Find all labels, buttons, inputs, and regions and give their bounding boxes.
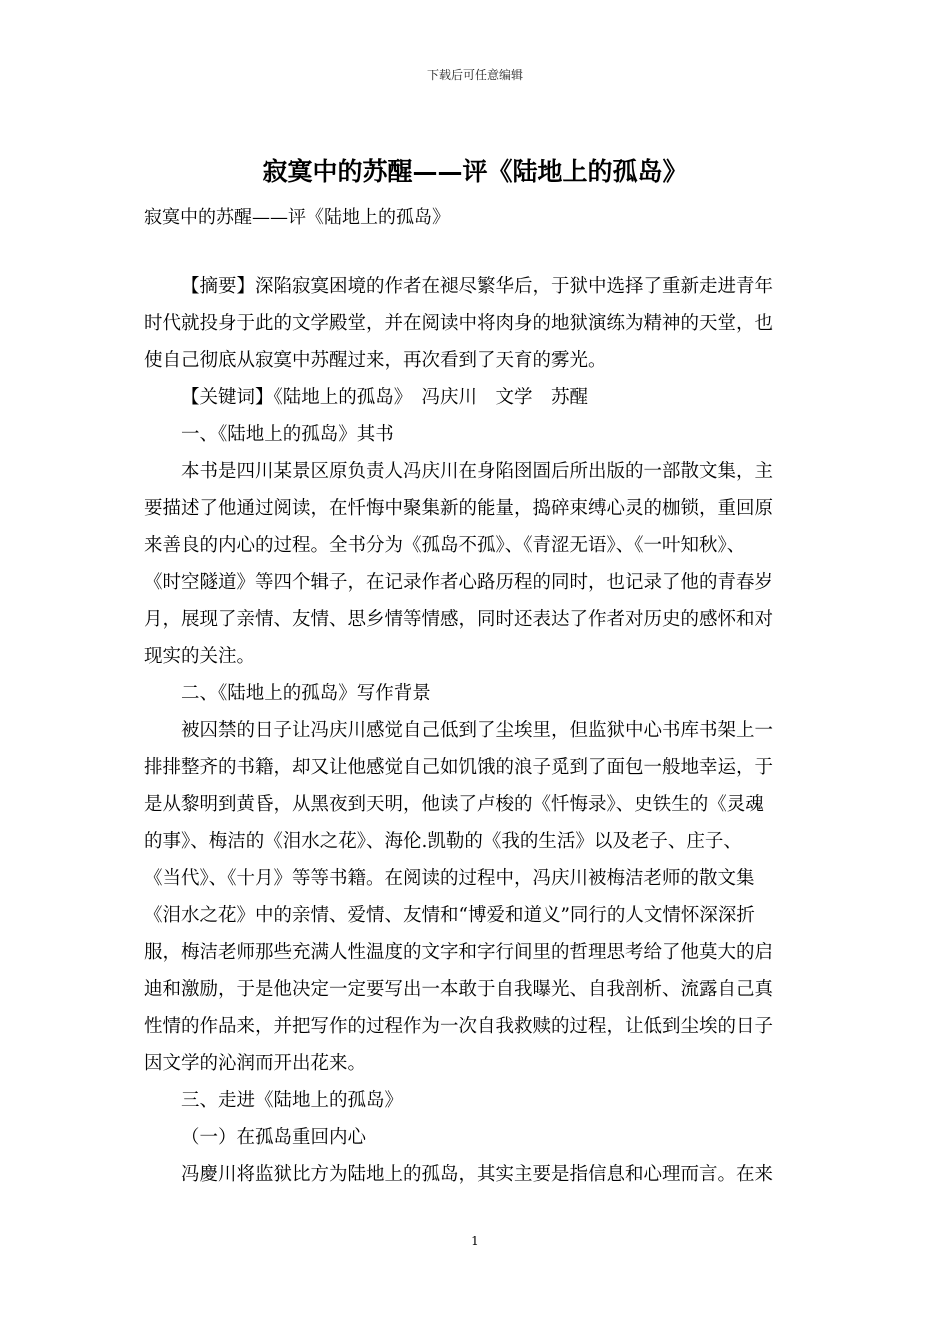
section-heading: 二、《陆地上的孤岛》写作背景 [181, 683, 431, 704]
body-line: 现实的关注。 [144, 646, 256, 667]
document-subtitle: 寂寞中的苏醒——评《陆地上的孤岛》 [144, 207, 450, 228]
keywords-line: 【关键词】《陆地上的孤岛》 冯庆川 文学 苏醒 [181, 387, 589, 408]
body-line: 服，梅洁老师那些充满人性温度的文字和字行间里的哲理思考给了他莫大的启 [144, 942, 774, 963]
body-line: 《时空隧道》等四个辑子，在记录作者心路历程的同时，也记录了他的青春岁 [144, 572, 774, 593]
section-heading: 三、走进《陆地上的孤岛》 [181, 1090, 404, 1111]
document-body [144, 268, 808, 1193]
body-line: 来善良的内心的过程。全书分为《孤岛不孤》、《青涩无语》、《一叶知秋》、 [144, 535, 746, 556]
body-line: 是从黎明到黄昏，从黑夜到天明，他读了卢梭的《忏悔录》、史铁生的《灵魂 [144, 794, 764, 815]
body-line: 【摘要】深陷寂寞困境的作者在褪尽繁华后，于狱中选择了重新走进青年 [181, 276, 774, 297]
page-number: 1 [471, 1234, 479, 1248]
body-line: 月，展现了亲情、友情、思乡情等情感，同时还表达了作者对历史的感怀和对 [144, 609, 774, 630]
body-line: 使自己彻底从寂寞中苏醒过来，再次看到了天育的雾光。 [144, 350, 607, 371]
body-line: 本书是四川某景区原负责人冯庆川在身陷囹圄后所出版的一部散文集，主 [181, 461, 774, 482]
body-line: 的事》、梅洁的《泪水之花》、海伦.凯勒的《我的生活》以及老子、庄子、 [144, 831, 742, 852]
subsection-heading: （一）在孤岛重回内心 [181, 1127, 367, 1148]
body-line: 被囚禁的日子让冯庆川感觉自己低到了尘埃里，但监狱中心书库书架上一 [181, 720, 774, 741]
document-title: 寂寞中的苏醒——评《陆地上的孤岛》 [262, 157, 688, 186]
body-line: 时代就投身于此的文学殿堂，并在阅读中将肉身的地狱演练为精神的天堂，也 [144, 313, 774, 334]
body-line: 迪和激励，于是他决定一定要写出一本敢于自我曝光、自我剖析、流露自己真 [144, 979, 774, 1000]
body-line: 冯慶川将监狱比方为陆地上的孤岛，其实主要是指信息和心理而言。在来 [181, 1164, 774, 1185]
body-line: 要描述了他通过阅读，在忏悔中聚集新的能量，捣碎束缚心灵的枷锁，重回原 [144, 498, 774, 519]
body-line: 《泪水之花》中的亲情、爱情、友情和“博爱和道义”同行的人文情怀深深折 [144, 905, 755, 926]
body-line: 因文学的沁润而开出花来。 [144, 1053, 367, 1074]
section-heading: 一、《陆地上的孤岛》其书 [181, 424, 394, 445]
page-header: 下载后可任意编辑 [426, 68, 523, 82]
body-line: 排排整齐的书籍，却又让他感觉自己如饥饿的浪子觅到了面包一般地幸运，于 [144, 757, 774, 778]
body-line: 性情的作品来，并把写作的过程作为一次自我救赎的过程，让低到尘埃的日子 [144, 1016, 774, 1037]
body-line: 《当代》、《十月》等等书籍。在阅读的过程中，冯庆川被梅洁老师的散文集 [144, 868, 755, 889]
